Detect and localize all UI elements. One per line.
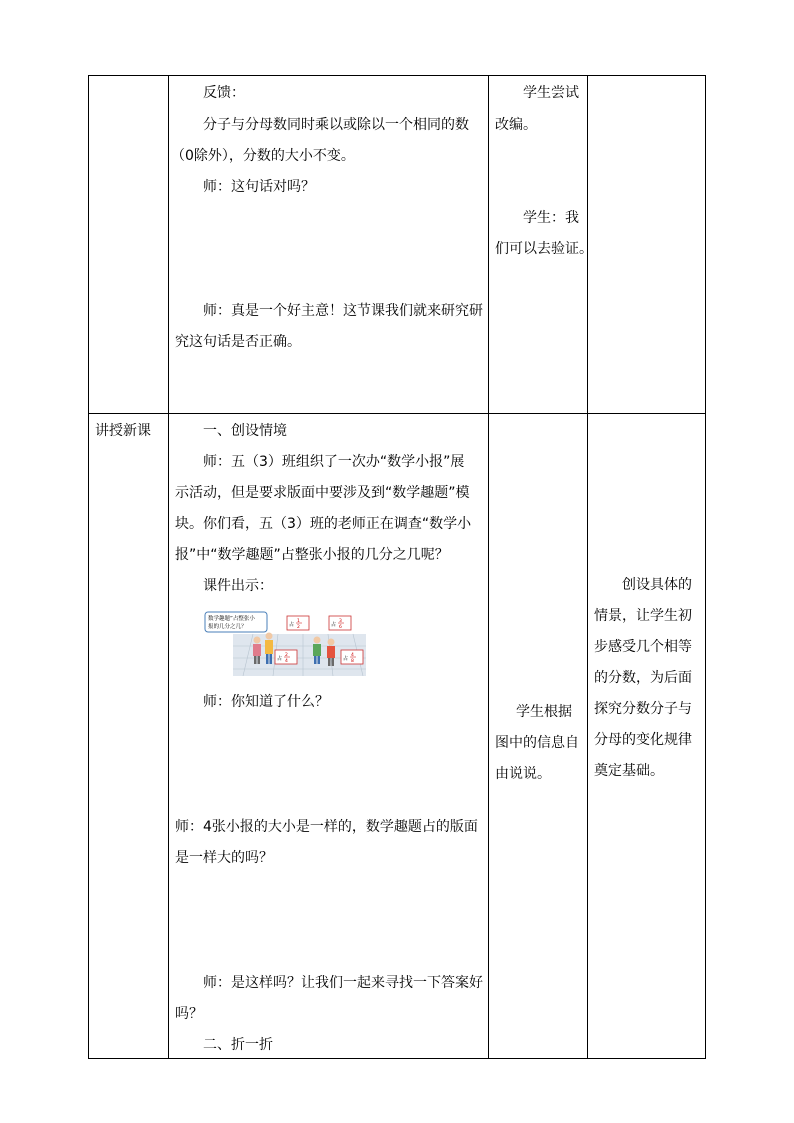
column-divider-1 (168, 75, 169, 1059)
teacher-question-2: 师：你知道了什么？ (203, 694, 329, 710)
design-intent-line-6: 分母的变化规律 (594, 732, 692, 748)
sign-4-prefix: 占 (343, 656, 349, 662)
teacher-question-4-line-2: 吗？ (175, 1006, 203, 1022)
bubble-text-line-2: 报的几分之几？ (208, 624, 247, 630)
lesson-plan-table (88, 75, 706, 1059)
row-divider (88, 413, 706, 414)
student-activity-line-3: 由说说。 (495, 766, 551, 782)
section-heading-1: 一、创设情境 (203, 423, 287, 439)
courseware-illustration (203, 606, 366, 676)
sign-1-numerator: 1 (297, 619, 300, 624)
student-activity-line-1: 学生根据 (516, 704, 572, 720)
student-try-line-1: 学生尝试 (523, 85, 579, 101)
feedback-label: 反馈： (203, 85, 245, 101)
design-intent-line-1: 创设具体的 (622, 577, 692, 593)
student-answer-line-2: 们可以去验证。 (495, 241, 593, 257)
sign-2-numerator: 3 (339, 619, 342, 624)
design-intent (594, 570, 692, 787)
column-divider-2 (488, 75, 489, 1059)
sign-2-prefix: 占 (331, 622, 337, 628)
design-intent-line-4: 的分数，为后面 (594, 670, 692, 686)
teacher-question-3-line-1: 师：4张小报的大小是一样的，数学趣题占的版面 (175, 819, 478, 835)
section-label: 讲授新课 (95, 423, 151, 439)
column-divider-3 (587, 75, 588, 1059)
teacher-question: 师：这句话对吗？ (203, 179, 315, 195)
intro-line-2: 示活动，但是要求版面中要涉及到“数学趣题”模 (175, 485, 470, 501)
sign-3-numerator: 2 (285, 653, 288, 658)
intro-line-1: 师：五（3）班组织了一次办“数学小报”展 (203, 454, 465, 470)
rule-text-line-2: （0除外），分数的大小不变。 (171, 148, 355, 164)
sign-3-denominator: 4 (285, 659, 288, 664)
rule-text-line-1: 分子与分母数同时乘以或除以一个相同的数 (203, 117, 469, 133)
bubble-text-line-1: 数学趣题”占整张小 (208, 616, 255, 622)
sign-1-denominator: 2 (297, 625, 300, 630)
teacher-question-4-line-1: 师：是这样吗？让我们一起来寻找一下答案好 (203, 975, 483, 991)
courseware-label: 课件出示： (203, 578, 273, 594)
design-intent-line-2: 情景，让学生初 (594, 608, 692, 624)
intro-line-4: 报”中“数学趣题”占整张小报的几分之几呢？ (175, 547, 449, 563)
teacher-reply-line-2: 究这句话是否正确。 (175, 334, 301, 350)
student-try-line-2: 改编。 (495, 117, 537, 133)
section-heading-2: 二、折一折 (203, 1037, 273, 1053)
teacher-question-3-line-2: 是一样大的吗？ (175, 850, 273, 866)
sign-3-prefix: 占 (277, 656, 283, 662)
design-intent-line-5: 探究分数分子与 (594, 701, 692, 717)
sign-2-denominator: 6 (339, 625, 342, 630)
design-intent-line-3: 步感受几个相等 (594, 639, 692, 655)
student-answer-line-1: 学生：我 (523, 210, 579, 226)
intro-line-3: 块。你们看，五（3）班的老师正在调查“数学小 (175, 516, 472, 532)
sign-4-numerator: 4 (351, 653, 354, 658)
design-intent-line-7: 奠定基础。 (594, 763, 664, 779)
student-activity-line-2: 图中的信息自 (495, 735, 579, 751)
sign-4-denominator: 8 (351, 659, 354, 664)
teacher-reply-line-1: 师：真是一个好主意！这节课我们就来研究研 (203, 303, 483, 319)
sign-1-prefix: 占 (289, 622, 295, 628)
